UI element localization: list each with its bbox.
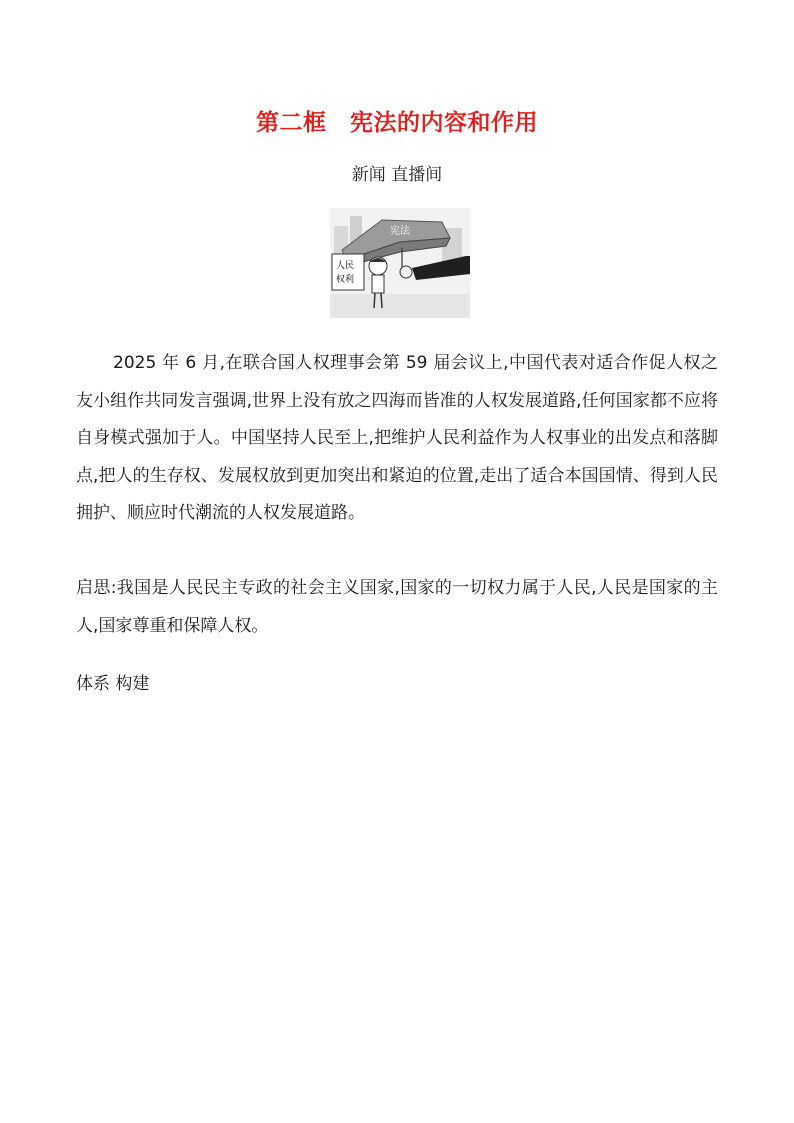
page-title: 第二框 宪法的内容和作用 [256,110,538,136]
svg-text:权利: 权利 [336,275,355,285]
section-label-news: 新闻 直播间 [351,165,443,185]
constitution-illustration-svg [330,208,470,318]
constitution-illustration [330,208,470,318]
system-section-label: 体系 构建 [76,674,150,694]
rights-sign-icon [332,254,364,290]
news-paragraph: 2025 年 6 月,在联合国人权理事会第 59 届会议上,中国代表对适合作促人权之友小组作共同发言强调,世界上没有放之四海而皆准的人权发展道路,任何国家都不应将自身模式强加于人。中国坚持人民至上,把维护人民利益作为人权事业的出发点和落脚点,把人的生存权、发展权放到更加突出和紧迫的位置,走出了适合本国国情、得到人民拥护、顺应时代潮流的人权发展道路。 [76,353,718,523]
insight-paragraph: 启思:我国是人民民主专政的社会主义国家,国家的一切权力属于人民,人民是国家的主人,国家尊重和保障人权。 [76,578,718,636]
book-text: 宪法 [390,226,410,237]
svg-text:人民: 人民 [336,261,355,271]
